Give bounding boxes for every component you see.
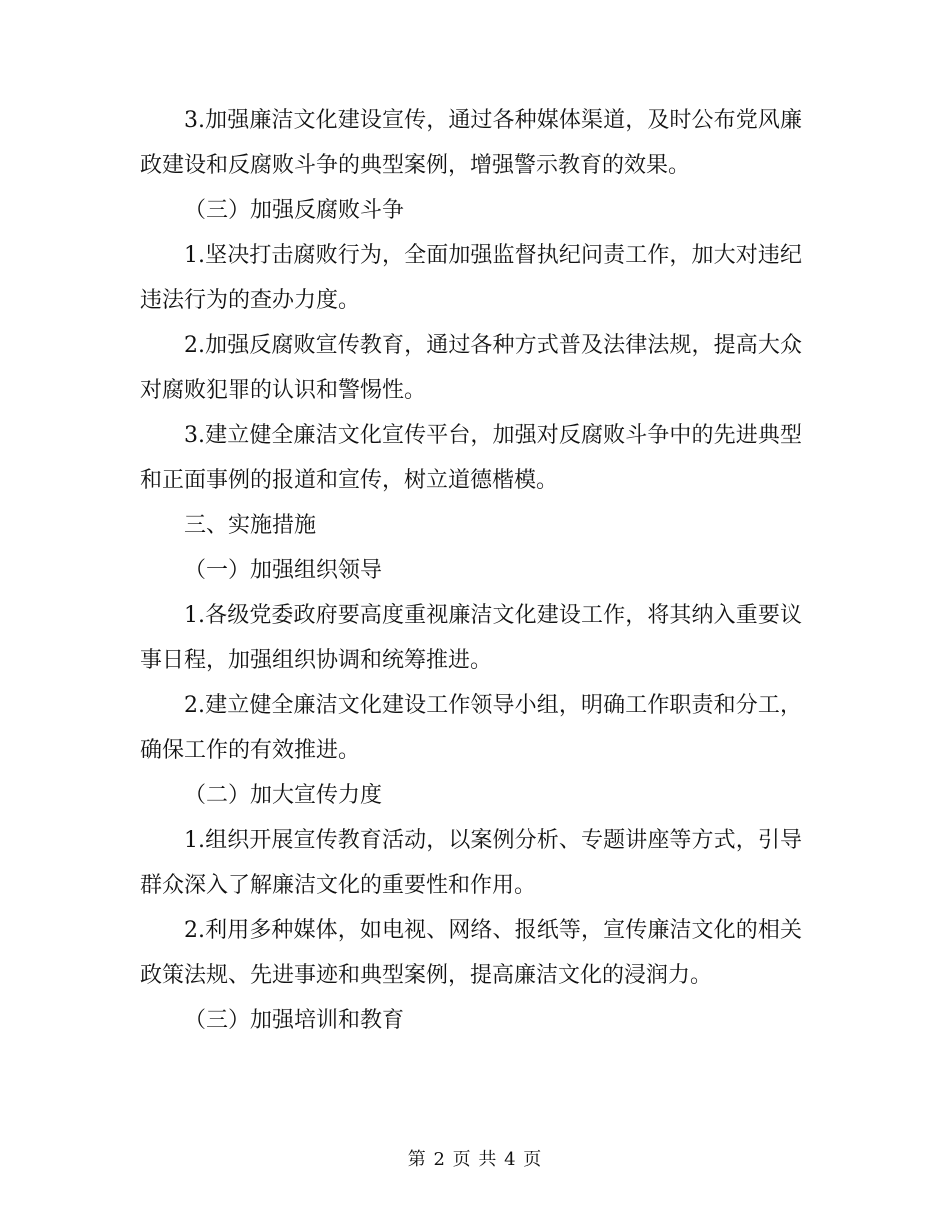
paragraph-2-leading-group: 2.建立健全廉洁文化建设工作领导小组，明确工作职责和分工，确保工作的有效推进。 — [140, 693, 802, 763]
subsection-heading-publicity: （二）加大宣传力度 — [184, 783, 383, 808]
paragraph-2-education: 2.加强反腐败宣传教育，通过各种方式普及法律法规，提高大众对腐败犯罪的认识和警惕性。 — [140, 333, 802, 403]
subsection-heading-leadership: （一）加强组织领导 — [184, 558, 383, 583]
page-number-footer: 第 2 页 共 4 页 — [407, 1149, 543, 1170]
paragraph-2-media: 2.利用多种媒体，如电视、网络、报纸等，宣传廉洁文化的相关政策法规、先进事迹和典型案例，提高廉洁文化的浸润力。 — [140, 918, 802, 988]
paragraph-1-activities: 1.组织开展宣传教育活动，以案例分析、专题讲座等方式，引导群众深入了解廉洁文化的重要性和作用。 — [140, 828, 802, 898]
section-heading-anti-corruption: （三）加强反腐败斗争 — [184, 198, 405, 223]
paragraph-3-publicity: 3.加强廉洁文化建设宣传，通过各种媒体渠道，及时公布党风廉政建设和反腐败斗争的典型案例，增强警示教育的效果。 — [140, 108, 802, 178]
paragraph-1-party-committee: 1.各级党委政府要高度重视廉洁文化建设工作，将其纳入重要议事日程，加强组织协调和统筹推进。 — [140, 603, 802, 673]
paragraph-1-crackdown: 1.坚决打击腐败行为，全面加强监督执纪问责工作，加大对违纪违法行为的查办力度。 — [140, 243, 802, 313]
subsection-heading-training: （三）加强培训和教育 — [184, 1008, 405, 1033]
paragraph-3-platform: 3.建立健全廉洁文化宣传平台，加强对反腐败斗争中的先进典型和正面事例的报道和宣传，树立道德楷模。 — [140, 423, 802, 493]
section-heading-measures: 三、实施措施 — [184, 513, 317, 538]
document-body — [140, 98, 802, 1043]
